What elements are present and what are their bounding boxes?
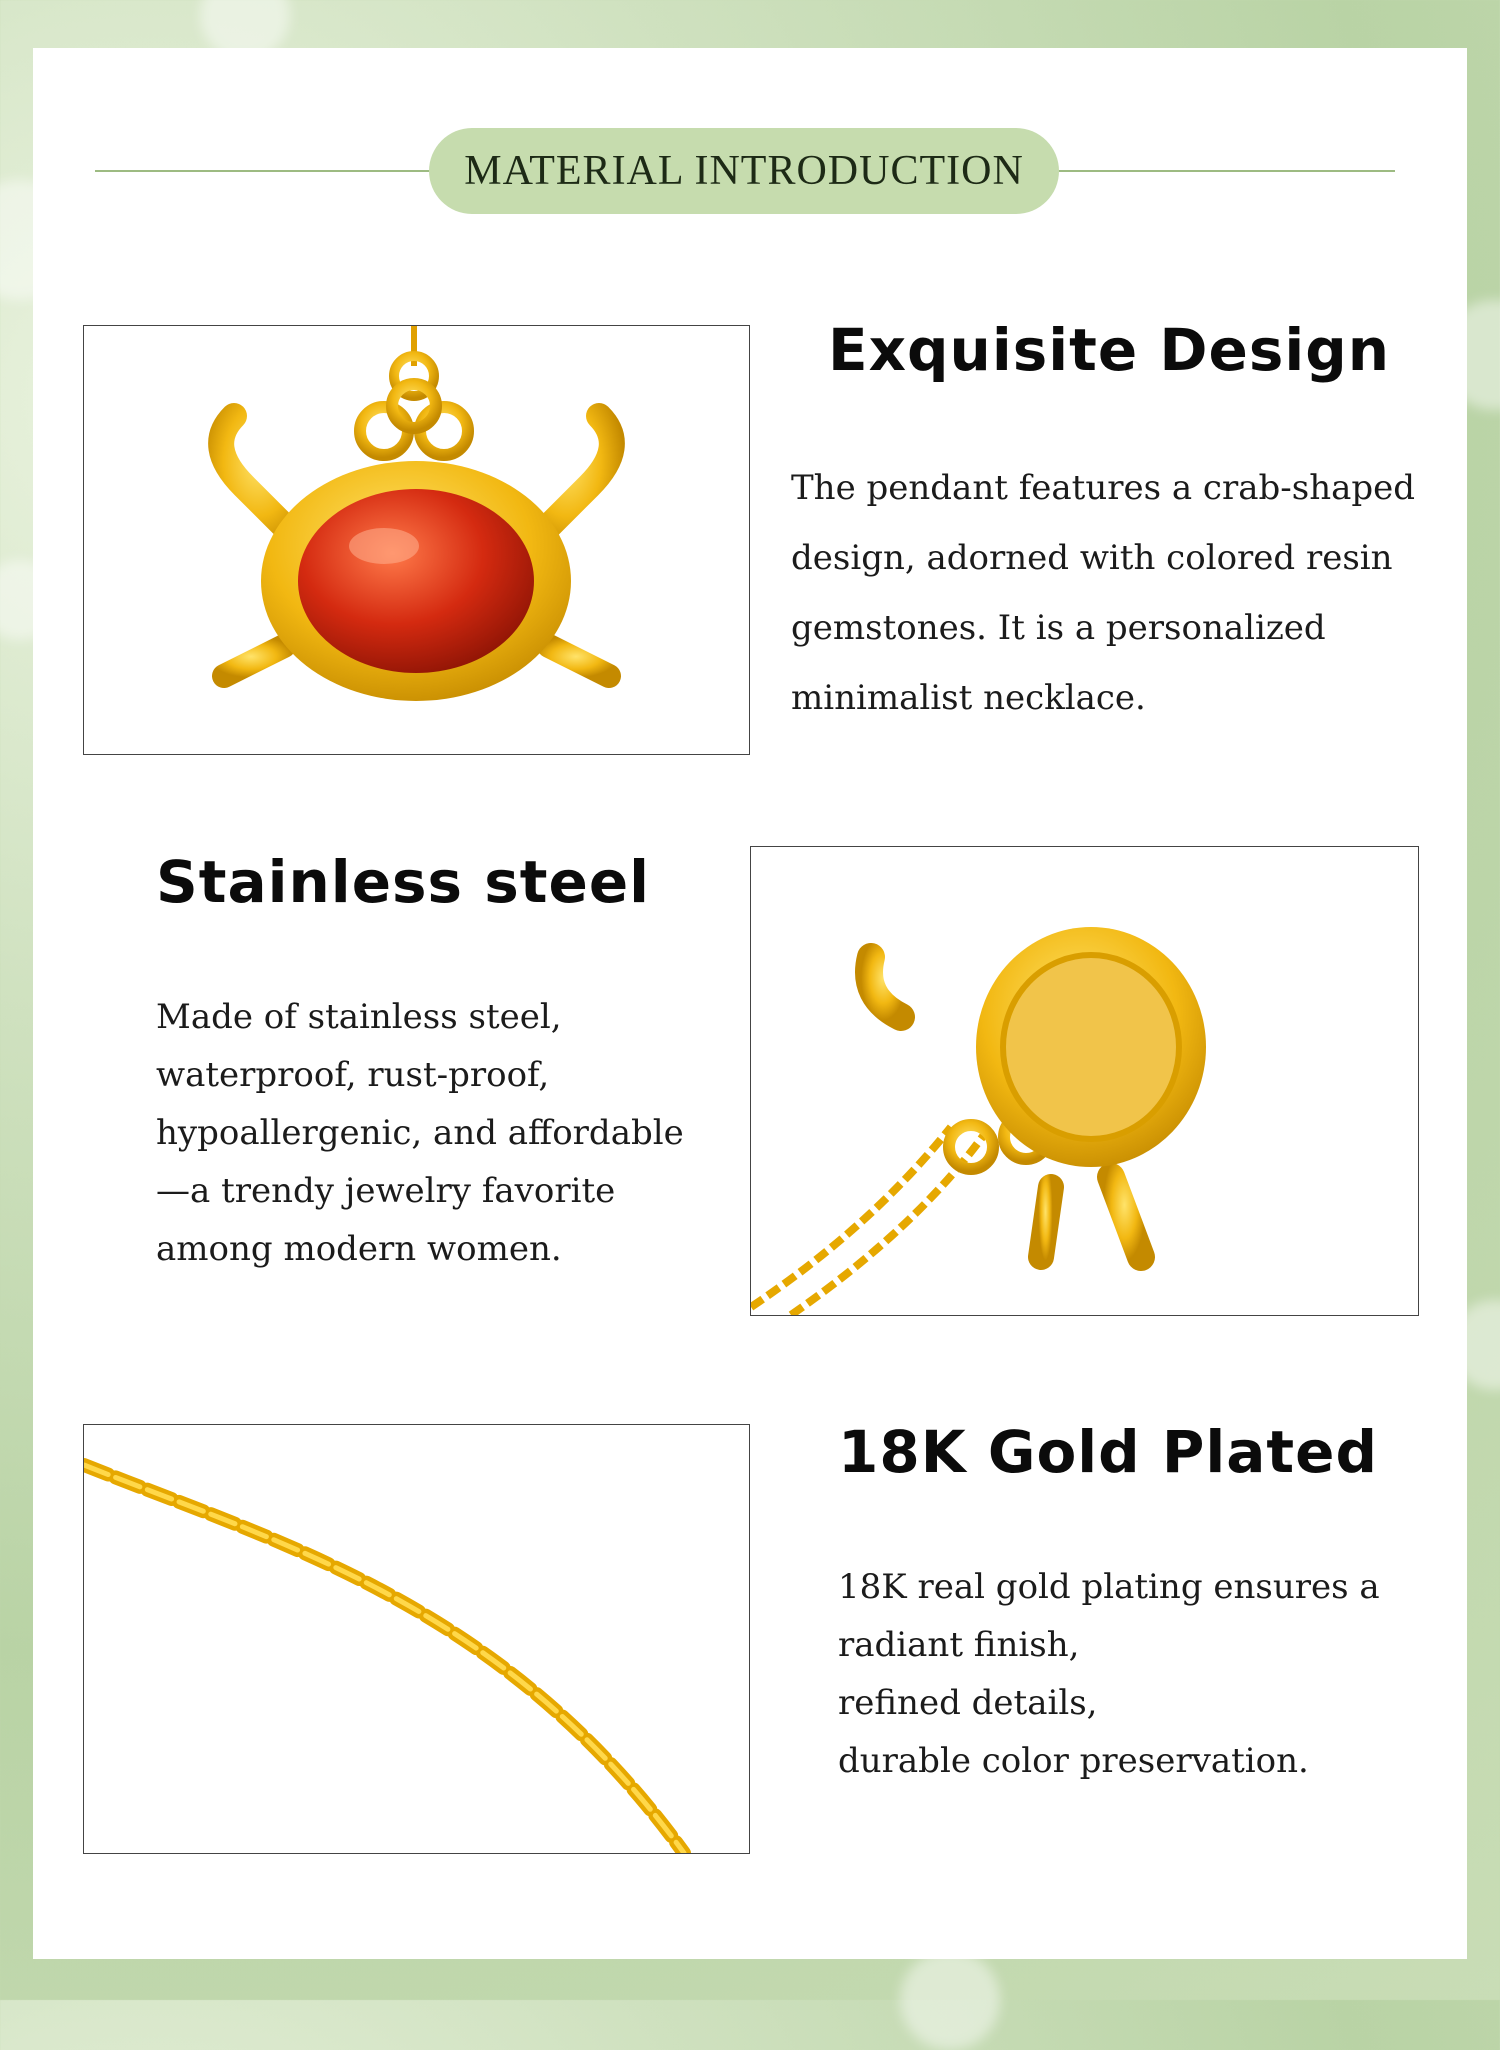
header-divider-right: [1053, 170, 1395, 172]
background-bokeh: [900, 1950, 1000, 2050]
gold-chain-closeup-photo: [83, 1424, 750, 1854]
section-heading-steel: Stainless steel: [156, 848, 651, 916]
crab-pendant-front-photo: [83, 325, 750, 755]
section-body-steel: Made of stainless steel, waterproof, rust-proof, hypoallergenic, and affordable —a trendy jewelry favorite among modern women.: [156, 997, 684, 1269]
section-body-gold: 18K real gold plating ensures a radiant finish, refined details, durable color preservation.: [838, 1567, 1380, 1781]
section-title-badge: [429, 128, 1059, 214]
crab-pendant-back-photo: [750, 846, 1419, 1316]
header-divider-left: [95, 170, 435, 172]
section-body-design: The pendant features a crab-shaped design, adorned with colored resin gemstones. It is a personalized minimalist necklace.: [791, 468, 1416, 718]
section-title: MATERIAL INTRODUCTION: [464, 148, 1024, 194]
section-heading-design: Exquisite Design: [828, 316, 1391, 384]
section-heading-gold: 18K Gold Plated: [838, 1418, 1379, 1486]
content-panel: [33, 48, 1467, 1959]
